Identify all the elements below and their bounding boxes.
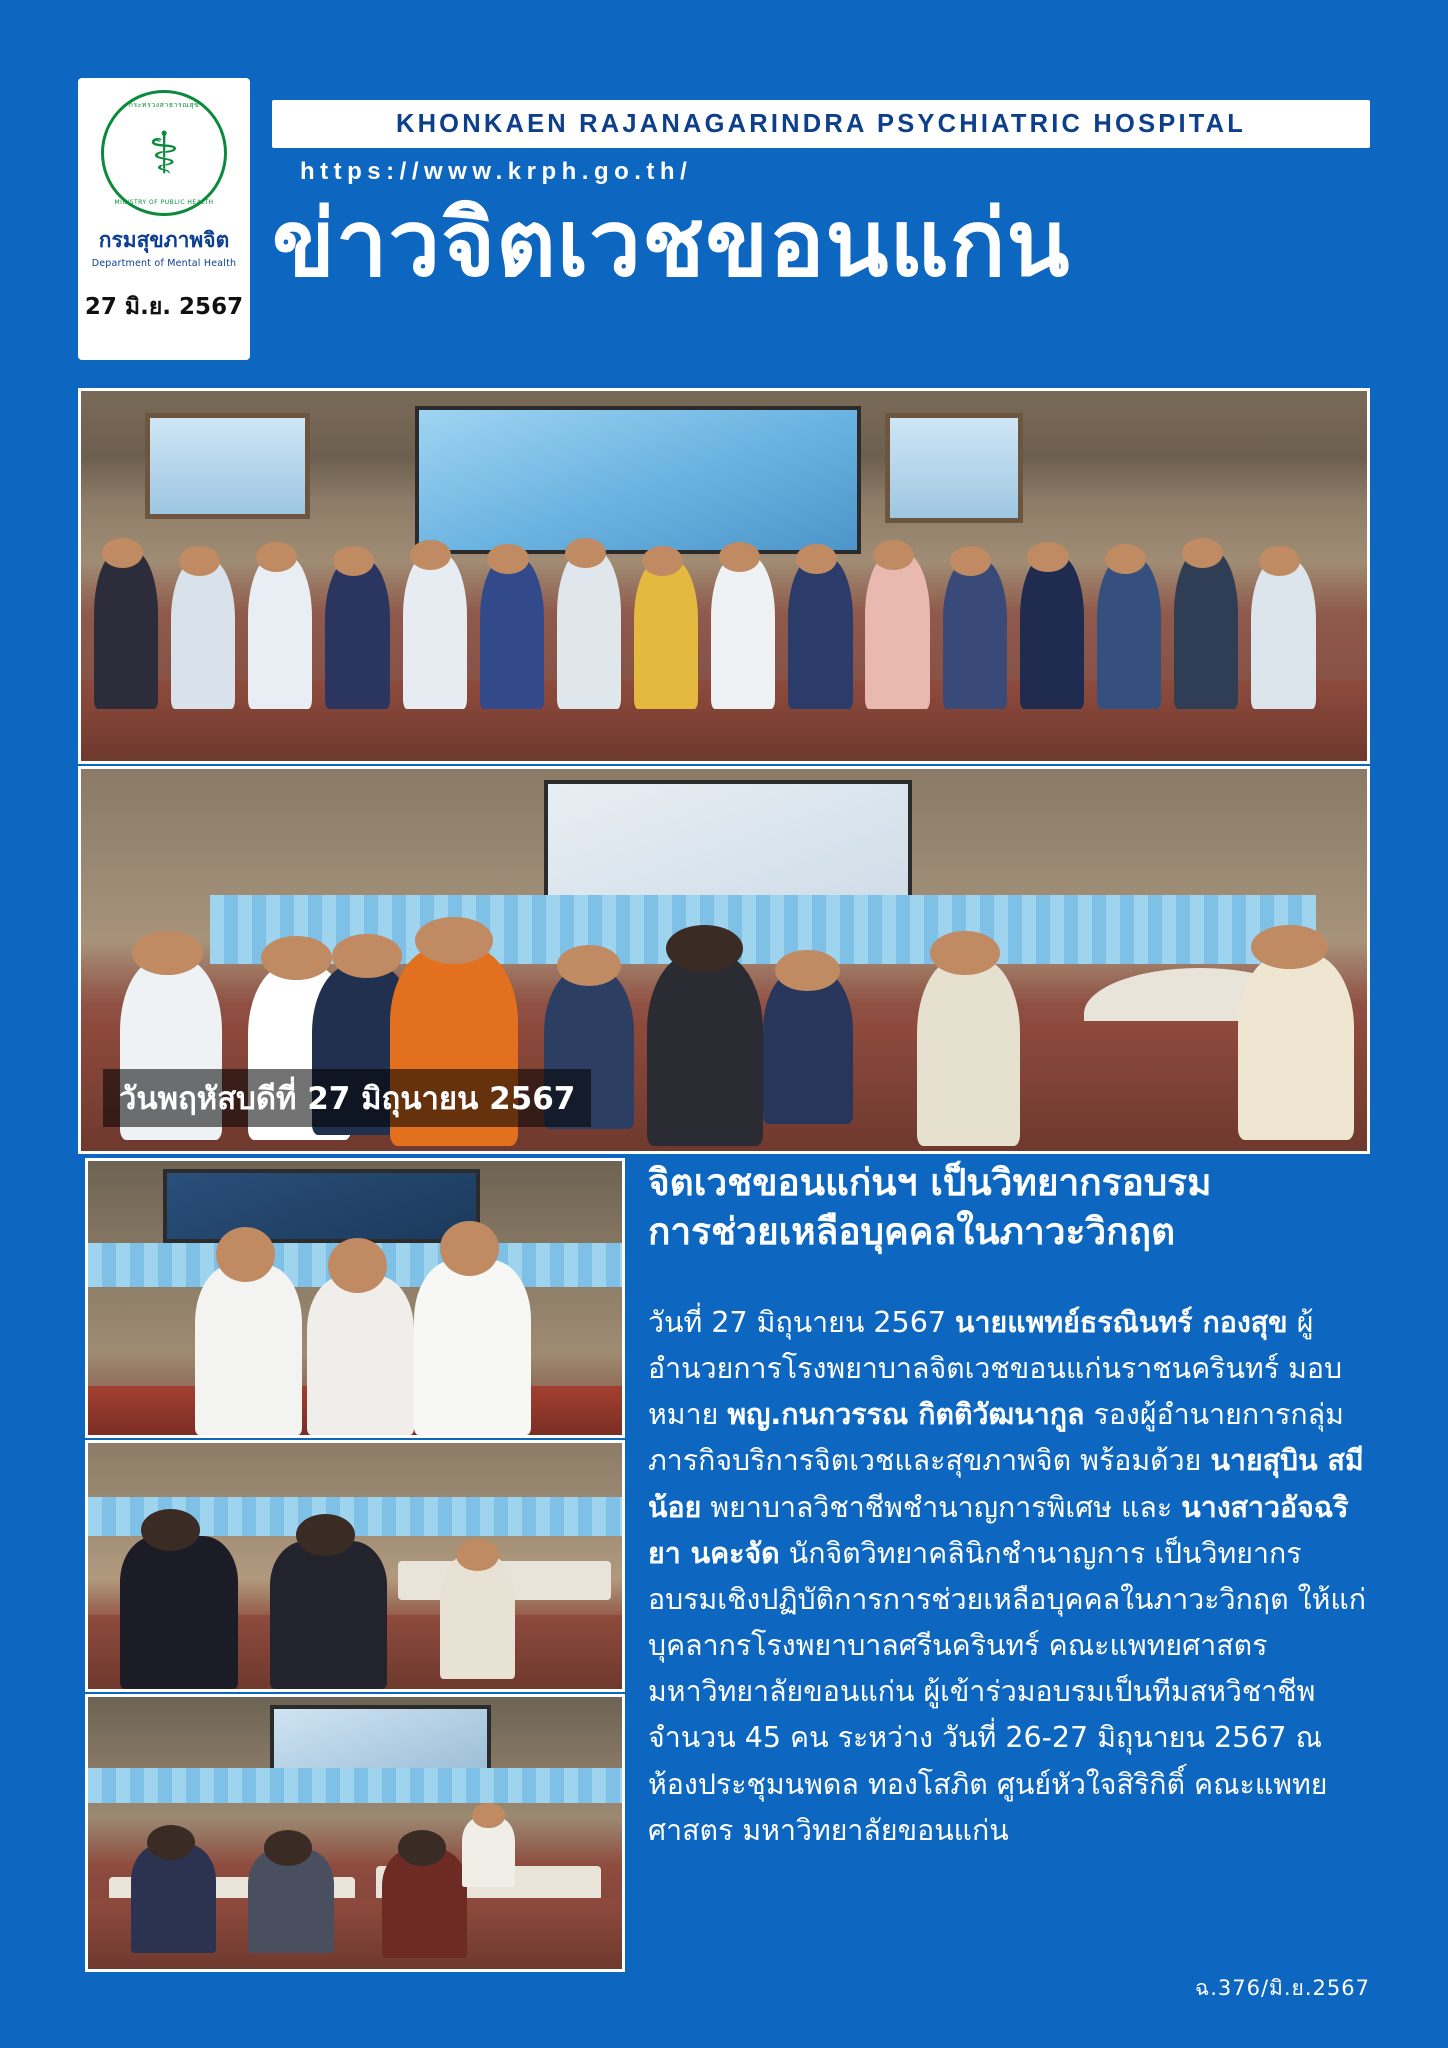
photo3-projector-screen [163,1169,481,1243]
photo3-person-middle [307,1276,414,1435]
emblem-ring-bottom-text: MINISTRY OF PUBLIC HEALTH [114,199,214,206]
body-bold-psychologist: นางสาวอัจฉริยา นคะจัด [648,1490,1349,1570]
photo3-head-right [440,1221,499,1276]
body-part-4: พยาบาลวิชาชีพชำนาญการพิเศษ และ [701,1490,1182,1524]
group-photo-auditorium [78,388,1370,764]
body-part-3: รองผู้อำนายการกลุ่มภารกิจบริการจิตเวชและสุขภาพจิต พร้อมด้วย [648,1398,1344,1478]
photo4-rescue-member-1 [120,1536,237,1689]
hospital-name-bar [272,100,1370,148]
body-part-5: นักจิตวิทยาคลินิกชำนาญการ เป็นวิทยากร อบรมเชิงปฏิบัติการการช่วยเหลือบุคคลในภาวะวิกฤต ให้แก่บุคลากรโรงพยาบาลศรีนครินทร์ คณะแพทยศาสตร มหาวิทยาลัยขอนแก่น ผู้เข้าร่วมอบรมเป็นทีมสหวิชาชีพ จำนวน 45 คน ระหว่าง วันที่ 26-27 มิถุนายน 2567 ณ ห้องประชุมนพดล ทองโสภิต ศูนย์หัวใจสิริกิติ์ คณะแพทยศาสตร มหาวิทยาลัยขอนแก่น [648,1536,1367,1847]
photo5-head-2 [264,1830,312,1865]
photo5-attendee-3 [382,1849,467,1958]
masthead-title: ข่าวจิตเวชขอนแก่น [272,190,1071,297]
photo4-head-2 [296,1514,355,1556]
photo5-projector-screen [270,1705,492,1773]
photo5-head-1 [147,1825,195,1860]
department-name-english: Department of Mental Health [91,258,237,269]
photo5-head-3 [398,1830,446,1865]
article-headline [648,1158,1370,1256]
photo4-rescue-member-2 [270,1541,387,1689]
seminar-room-photo [85,1694,625,1972]
headline-line-2: การช่วยเหลือบุคคลในภาวะวิกฤต [648,1210,1175,1254]
ministry-emblem-icon [101,90,227,216]
photo1-crowd [81,495,1367,710]
workshop-activity-photo [78,766,1370,1154]
body-bold-director: นายแพทย์ธรณินทร์ กองสุข [955,1306,1288,1339]
department-name-thai: กรมสุขภาพจิต [98,228,230,252]
body-bold-deputy: พญ.กนกวรรณ กิตติวัฒนากูล [727,1398,1085,1432]
website-url[interactable]: https://www.krph.go.th/ [300,158,693,185]
ministry-logo-box [78,78,250,360]
photo4-staff-3 [440,1556,515,1679]
photo5-head-presenter [472,1803,504,1827]
body-part-1: วันที่ 27 มิถุนายน 2567 [648,1306,956,1339]
photo4-head-3 [456,1539,499,1571]
photo2-caption: วันพฤหัสบดีที่ 27 มิถุนายน 2567 [103,1069,591,1127]
photo3-person-right [414,1260,531,1435]
hospital-name-text: KHONKAEN RAJANAGARINDRA PSYCHIATRIC HOSPITAL [395,109,1247,138]
photo5-attendee-1 [131,1844,216,1953]
photo3-head-middle [328,1238,387,1293]
body-bold-nurse: นายสุบิน สมีน้อย [648,1444,1364,1524]
page-header [0,0,1448,370]
photo5-blue-drape [88,1768,622,1803]
body-part-2: ผู้อำนวยการโรงพยาบาลจิตเวชขอนแก่นราชนครินทร์ มอบหมาย [648,1306,1343,1432]
headline-line-1: จิตเวชขอนแก่นฯ เป็นวิทยากรอบรม [648,1161,1212,1204]
caduceus-icon: ⚕ [148,119,180,187]
three-speakers-photo [85,1158,625,1438]
issue-number: ฉ.376/มิ.ย.2567 [1194,1976,1370,2000]
issue-date: 27 มิ.ย. 2567 [84,294,244,320]
rescue-team-training-photo [85,1440,625,1692]
photo3-head-left [216,1227,275,1282]
emblem-ring-top-text: กระทรวงสาธารณสุข [128,101,200,109]
photo3-person-left [195,1265,302,1435]
article-body [648,1300,1370,1854]
